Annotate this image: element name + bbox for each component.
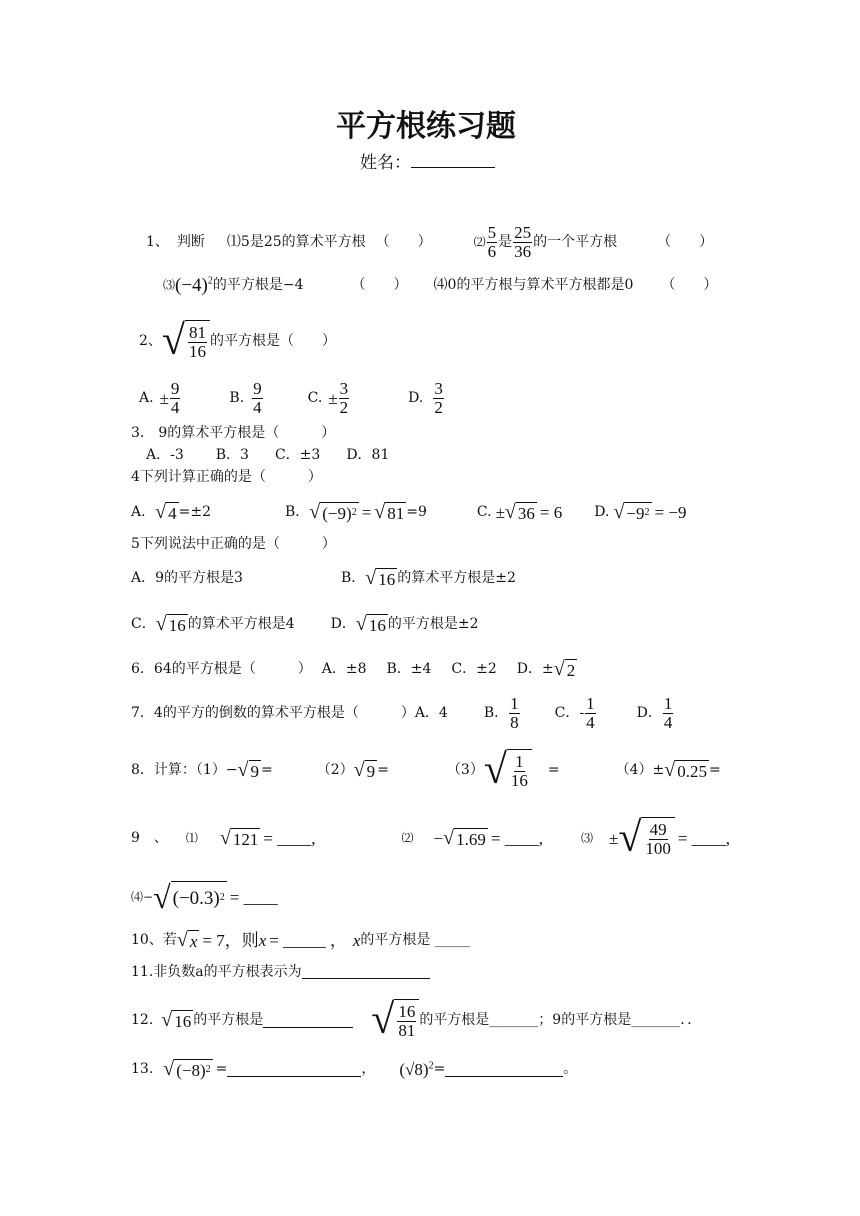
q6-option-a[interactable]: A．±8 (321, 661, 367, 677)
radical-sign: √ (153, 879, 171, 915)
q1-number: 1、 (146, 234, 169, 250)
q8-stem: 8．计算：（1）− (131, 762, 238, 778)
q10-answer-sqrt[interactable]: 的平方根是 _____ (360, 932, 470, 948)
radical-sign: √ (219, 827, 231, 849)
option-letter: C． (131, 616, 156, 632)
question-11 (131, 964, 430, 979)
option-letter: B． (340, 570, 366, 586)
fraction (252, 380, 263, 417)
q13-sqrt (163, 1059, 212, 1079)
question-8 (131, 746, 721, 794)
question-3-stem: 3． 9的算术平方根是（ ） (131, 425, 336, 441)
frac-den: 81 (398, 1020, 416, 1040)
q9-part4-sqrt (153, 881, 227, 913)
radical-sign: √ (161, 318, 185, 364)
frac-den: 2 (339, 397, 349, 417)
q9-part2-sign: − (433, 828, 444, 848)
fraction (339, 380, 350, 417)
q3-option-b[interactable]: B．3 (215, 447, 249, 463)
q10-mid: = 7，则 (202, 930, 259, 950)
frac-den: 2 (434, 397, 443, 417)
radical-sign: √ (365, 567, 377, 589)
frac-num: 1 (586, 693, 595, 713)
q9-part3-label: ⑶ (580, 831, 593, 845)
q6-option-b[interactable]: B．±4 (386, 661, 432, 677)
radicand: 81 (387, 503, 405, 523)
frac-num: 16 (398, 1001, 416, 1021)
frac-den: 100 (645, 838, 671, 858)
tail: 的平方根是±2 (387, 616, 479, 632)
expr: (−4) (175, 274, 208, 296)
question-5-options-row2 (131, 612, 478, 636)
radicand: 16 (378, 569, 396, 589)
q5-option-a[interactable]: A．9的平方根是3 (131, 570, 243, 586)
q1-part2-mid: 是 (498, 234, 513, 250)
radical-sign: √ (161, 1009, 173, 1031)
q1-part3-tail: 的平方根是−4 (212, 277, 304, 293)
frac-num: 49 (649, 819, 667, 839)
q9-part1-answer[interactable]: = ____, (263, 828, 316, 848)
q8-part2-sqrt (354, 760, 377, 780)
radical-sign: √ (483, 747, 507, 793)
sqrt (356, 614, 388, 634)
q8-part2-label: （2） (316, 762, 354, 778)
radicand (174, 1059, 212, 1079)
question-2-options (139, 378, 445, 418)
fraction (433, 380, 444, 417)
q9-number: 9 、 (131, 830, 168, 846)
question-4-options (131, 498, 686, 526)
question-5-options-row1 (131, 566, 516, 590)
q8-part3-sqrt (484, 749, 532, 791)
q3-option-a[interactable]: A．-3 (146, 447, 184, 463)
question-1-line-2 (163, 272, 717, 298)
q6-option-c[interactable]: C．±2 (451, 661, 497, 677)
q2-number: 2、 (139, 333, 162, 349)
radicand: 1.69 (456, 829, 486, 849)
q5-option-b[interactable] (341, 568, 516, 588)
frac-den: 4 (170, 397, 180, 417)
expr: (−0.3) (172, 887, 220, 909)
exponent: 2 (644, 507, 650, 518)
question-6 (131, 657, 577, 681)
q7-stem: 7．4的平方的倒数的算术平方根是（ ）A．4 (131, 705, 448, 721)
radical-sign: √ (155, 501, 167, 523)
radical-sign: √ (176, 929, 188, 951)
sqrt (374, 502, 406, 522)
q1-fraction-5-6 (487, 224, 498, 261)
name-blank[interactable] (411, 153, 495, 168)
q12-text-2[interactable]: 的平方根是_______；9的平方根是_______．． (419, 1012, 702, 1028)
radicand: 16 (368, 615, 386, 635)
q6-stem: 6．64的平方根是（ ） (131, 661, 312, 677)
q1-part1-paren[interactable]: （ ） (375, 234, 432, 250)
exponent: 2 (351, 507, 357, 518)
q12-sqrt-16 (161, 1010, 193, 1030)
q11-answer-blank[interactable] (302, 964, 430, 979)
q9-part2-label: ⑵ (401, 831, 414, 845)
radicand (185, 320, 210, 362)
q9-part2-sqrt (443, 828, 488, 848)
q1-part3-index: ⑶ (163, 278, 176, 292)
q5-option-c[interactable] (131, 614, 295, 634)
radical-sign: √ (613, 501, 625, 523)
q11-text: 11.非负数a的平方根表示为 (131, 963, 302, 980)
q2-option-a[interactable] (139, 380, 181, 417)
q2-option-b[interactable] (229, 380, 263, 417)
sqrt (156, 614, 188, 634)
question-12 (131, 996, 701, 1044)
frac-num: 1 (510, 693, 519, 713)
exponent: 2 (428, 1059, 434, 1071)
frac-num: 25 (514, 222, 532, 242)
q1-part4-paren[interactable]: （ ） (661, 277, 718, 293)
radicand (641, 817, 675, 859)
q8-part4-label: （4）± (615, 762, 665, 778)
frac-num: 81 (188, 322, 206, 342)
option-letter: C. (307, 390, 323, 406)
radical-sign: √ (664, 759, 676, 781)
tail: =9 (406, 504, 427, 520)
expr: −9 (626, 503, 645, 523)
radical-sign: √ (553, 658, 565, 680)
frac-den: 6 (487, 241, 497, 261)
q1-part3-paren[interactable]: （ ） (351, 277, 408, 293)
q10-answer-x[interactable]: = _____ ， (269, 930, 347, 950)
frac-num: 3 (434, 378, 443, 398)
sqrt (365, 568, 397, 588)
fraction (663, 695, 674, 732)
fraction (397, 1003, 416, 1040)
q1-fraction-25-36 (513, 224, 532, 261)
expr: (−8) (176, 1060, 206, 1080)
frac-num: 1 (663, 693, 673, 713)
q2-option-d[interactable] (408, 380, 445, 417)
expr: (−9) (322, 503, 352, 523)
tail: 的算术平方根是4 (187, 616, 295, 632)
q9-part3-sqrt (618, 817, 675, 859)
radical-sign: √ (155, 613, 167, 635)
q13-answer-blank-1[interactable] (227, 1062, 361, 1077)
radical-sign: √ (371, 997, 395, 1043)
fraction (510, 753, 529, 790)
q2-tail: 的平方根是（ ） (209, 333, 336, 349)
radical-sign: √ (355, 613, 367, 635)
name-field[interactable] (360, 153, 495, 172)
frac-num: 9 (253, 378, 262, 398)
q1-part4: ⑷0的平方根与算术平方根都是0 (433, 277, 634, 293)
q4-option-c[interactable] (477, 502, 562, 522)
radicand (624, 502, 651, 522)
q9-part1-label: ⑴ (185, 831, 198, 845)
q3-option-d[interactable]: D．81 (346, 447, 390, 463)
radicand: x (189, 931, 198, 951)
radicand (320, 502, 358, 522)
equals: = (361, 502, 372, 522)
q8-part4-sqrt (664, 760, 709, 780)
q8-part4-answer[interactable]: = (709, 762, 721, 778)
radical-sign: √ (237, 759, 249, 781)
option-letter: B． (284, 504, 310, 520)
q13-equals-1: = (215, 1061, 228, 1077)
question-3-options (146, 448, 389, 462)
radicand: 9 (250, 761, 260, 781)
radicand: 121 (232, 829, 259, 849)
tail: 的算术平方根是±2 (397, 570, 516, 586)
option-letter: D. (408, 390, 424, 406)
question-10 (131, 928, 470, 952)
q8-part1-sqrt (238, 760, 261, 780)
tail: = 6 (539, 502, 563, 522)
page-title: 平方根练习题 (336, 109, 516, 144)
q12-answer-blank-1[interactable] (263, 1013, 353, 1028)
radicand: 4 (168, 503, 177, 523)
radicand: 16 (168, 615, 186, 635)
q7-option-d[interactable] (637, 695, 675, 732)
exponent: 2 (205, 1064, 211, 1075)
frac-den: 8 (510, 712, 519, 732)
sqrt (155, 502, 178, 522)
option-letter: B． (483, 705, 509, 721)
radicand: 36 (517, 503, 535, 523)
question-9-part-4 (131, 880, 278, 914)
radicand: 9 (366, 761, 376, 781)
q1-part2-index: ⑵ (473, 235, 486, 249)
q8-part3-answer[interactable]: = (547, 762, 560, 778)
exponent: 2 (207, 275, 213, 287)
radical-sign: √ (618, 815, 642, 861)
q8-part3-label: （3） (446, 762, 484, 778)
radicand (507, 749, 532, 791)
q13-part2-expr (399, 1061, 433, 1078)
frac-den: 16 (510, 770, 528, 790)
frac-den: 36 (514, 241, 532, 261)
q12-number: 12. (131, 1012, 154, 1028)
sign: ± (495, 502, 505, 522)
option-letter: B. (229, 390, 245, 406)
sqrt (309, 502, 358, 522)
q2-sqrt (162, 320, 210, 362)
sign: ± (159, 388, 169, 408)
q10-sqrt (177, 930, 200, 950)
frac-num: 5 (487, 222, 497, 242)
option-letter: D． (330, 616, 356, 632)
question-9 (131, 814, 730, 862)
q12-sqrt-16-81 (371, 999, 419, 1041)
q3-option-c[interactable]: C．±3 (274, 447, 321, 463)
q1-part1: ⑴5是25的算术平方根 (226, 234, 366, 250)
q10-pre: 10、若 (131, 932, 177, 948)
q13-end: 。 (563, 1061, 578, 1077)
name-label: 姓名： (360, 153, 411, 173)
frac-den: 4 (253, 397, 262, 417)
radical-sign: √ (443, 827, 455, 849)
option-letter: D．± (516, 661, 554, 677)
frac-den: 4 (663, 712, 673, 732)
fraction (644, 821, 672, 858)
q7-option-b[interactable] (484, 695, 521, 732)
frac-num: 1 (515, 751, 524, 771)
q13-answer-blank-2[interactable] (445, 1062, 563, 1077)
q1-part2-tail: 的一个平方根 (533, 234, 618, 250)
q1-label: 判断 (176, 234, 205, 250)
radicand: 0.25 (677, 761, 707, 781)
radicand: 2 (566, 660, 576, 680)
radicand (394, 999, 419, 1041)
q4-option-b[interactable] (285, 502, 427, 522)
q12-text-1: 的平方根是 (193, 1012, 264, 1028)
q9-part1-sqrt (220, 828, 260, 848)
q4-option-a[interactable] (131, 502, 211, 522)
option-letter: C．- (554, 705, 585, 721)
sign: ± (328, 388, 338, 408)
frac-num: 3 (339, 378, 349, 398)
question-5-stem: 5下列说法中正确的是（ ） (131, 536, 336, 552)
sqrt (613, 502, 651, 522)
radical-sign: √ (374, 501, 386, 523)
tail: =±2 (178, 504, 211, 520)
q9-part3-answer[interactable]: = ____, (677, 828, 730, 848)
frac-num: 9 (170, 378, 180, 398)
fraction (188, 324, 207, 361)
option-letter: D. (594, 504, 610, 520)
fraction (509, 695, 520, 732)
sqrt (505, 502, 537, 522)
frac-den: 4 (586, 712, 595, 732)
fraction (585, 695, 596, 732)
radicand (171, 881, 227, 913)
radical-sign: √ (309, 501, 321, 523)
q10-var-x2: x (352, 930, 361, 950)
q10-var-x: x (258, 930, 267, 950)
q8-part2-answer[interactable]: = (377, 762, 389, 778)
option-letter: C. (476, 504, 492, 520)
q2-option-c[interactable] (308, 380, 351, 417)
q13-number: 13. (131, 1061, 154, 1077)
option-letter: D． (636, 705, 662, 721)
frac-den: 16 (188, 341, 206, 361)
q6-option-d[interactable] (517, 659, 577, 679)
question-13 (131, 1054, 577, 1084)
exponent: 2 (219, 892, 225, 903)
question-1-line-1 (146, 222, 713, 262)
q13-separator: ， (361, 1061, 376, 1077)
q7-option-c[interactable] (555, 695, 597, 732)
q9-part3-sign: ± (608, 828, 619, 848)
question-2 (139, 318, 336, 364)
q13-equals-2: = (433, 1061, 446, 1077)
q9-part4-answer[interactable]: = ____ (229, 887, 278, 907)
q9-part2-answer[interactable]: = ____, (490, 828, 543, 848)
question-7 (131, 692, 674, 734)
question-4-stem: 4下列计算正确的是（ ） (131, 469, 322, 485)
q5-option-d[interactable] (331, 614, 479, 634)
q9-part4-label: ⑷− (131, 890, 154, 904)
q4-option-d[interactable] (594, 502, 686, 522)
radical-sign: √ (353, 759, 365, 781)
q1-part3-expr (175, 276, 213, 295)
radicand: 16 (174, 1011, 192, 1031)
fraction (170, 380, 181, 417)
q8-part1-answer[interactable]: = (261, 762, 273, 778)
expr: (√8) (399, 1059, 429, 1079)
q1-part2-paren[interactable]: （ ） (657, 234, 714, 250)
radical-sign: √ (504, 501, 516, 523)
option-letter: A. (139, 390, 154, 406)
sqrt (554, 659, 577, 679)
radical-sign: √ (163, 1058, 175, 1080)
tail: = −9 (654, 502, 687, 522)
option-letter: A． (131, 504, 156, 520)
